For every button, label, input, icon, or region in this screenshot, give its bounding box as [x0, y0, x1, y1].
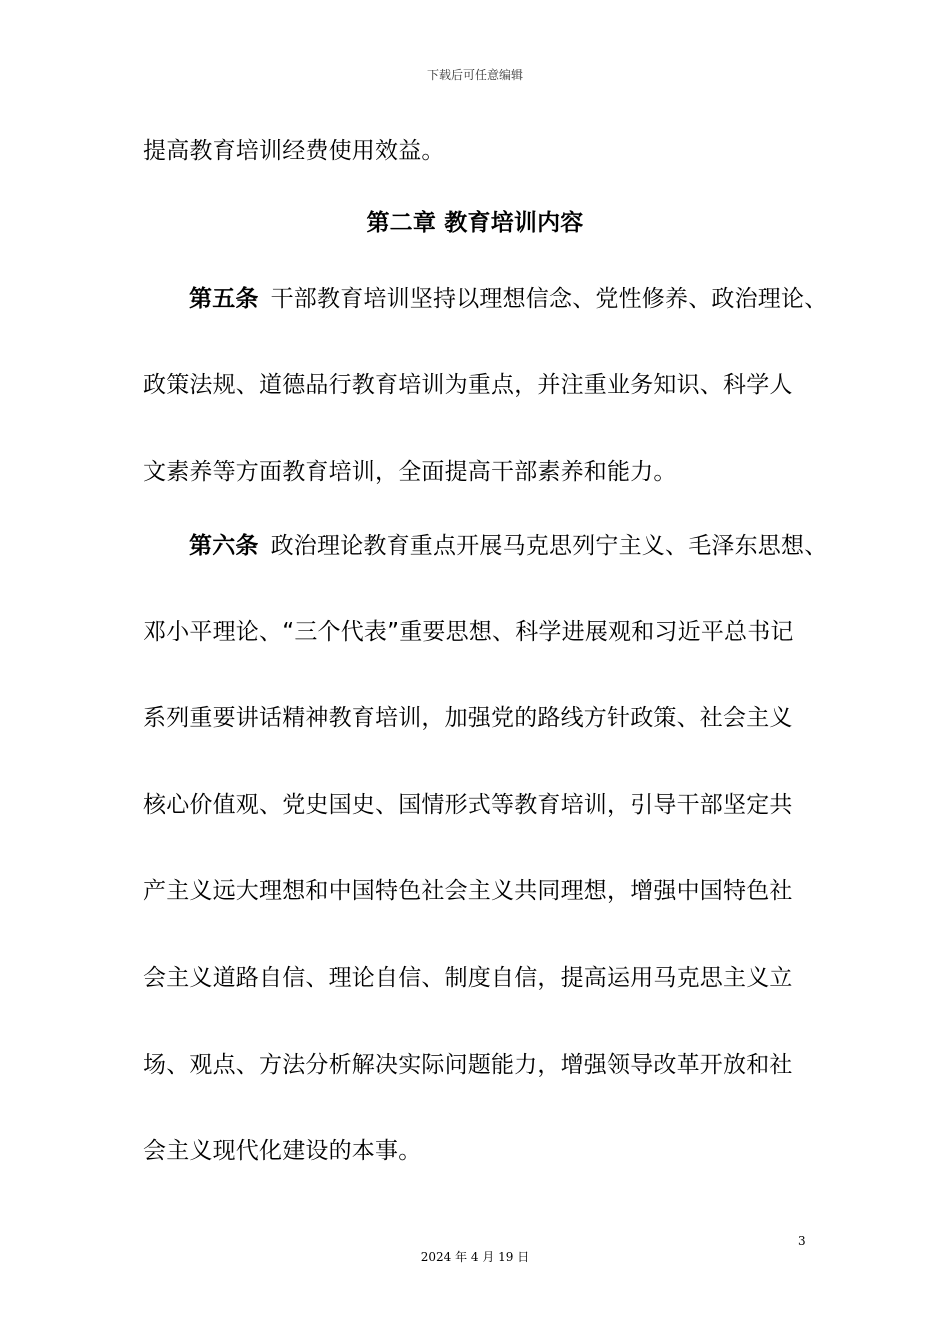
paragraph-line: 系列重要讲话精神教育培训，加强党的路线方针政策、社会主义: [143, 705, 793, 731]
paragraph-line: 核心价值观、党史国史、国情形式等教育培训，引导干部坚定共: [143, 792, 793, 818]
article-6-text: 政治理论教育重点开展马克思列宁主义、毛泽东思想、: [270, 533, 828, 559]
paragraph-line: 政策法规、道德品行教育培训为重点，并注重业务知识、科学人: [143, 372, 793, 398]
paragraph-line: 提高教育培训经费使用效益。: [143, 138, 445, 164]
page-header: 下载后可任意编辑: [426, 68, 523, 82]
article-5-first-line: [189, 284, 869, 314]
chapter-title: 第二章 教育培训内容: [366, 210, 584, 236]
paragraph-line: 会主义现代化建设的本事。: [143, 1138, 422, 1164]
paragraph-line: 会主义道路自信、理论自信、制度自信，提高运用马克思主义立: [143, 965, 793, 991]
article-5-text: 干部教育培训坚持以理想信念、党性修养、政治理论、: [270, 286, 828, 312]
paragraph-line: 产主义远大理想和中国特色社会主义共同理想，增强中国特色社: [143, 878, 793, 904]
article-6-label: 第六条: [189, 533, 259, 559]
paragraph-line: 场、观点、方法分析解决实际问题能力，增强领导改革开放和社: [143, 1052, 793, 1078]
paragraph-line: 文素养等方面教育培训，全面提高干部素养和能力。: [143, 459, 677, 485]
page-number: 3: [798, 1234, 806, 1248]
footer-date: 2024 年 4 月 19 日: [420, 1250, 530, 1264]
paragraph-line: 邓小平理论、“三个代表”重要思想、科学进展观和习近平总书记: [143, 619, 794, 645]
article-5-label: 第五条: [189, 286, 259, 312]
article-6-first-line: [189, 531, 869, 561]
